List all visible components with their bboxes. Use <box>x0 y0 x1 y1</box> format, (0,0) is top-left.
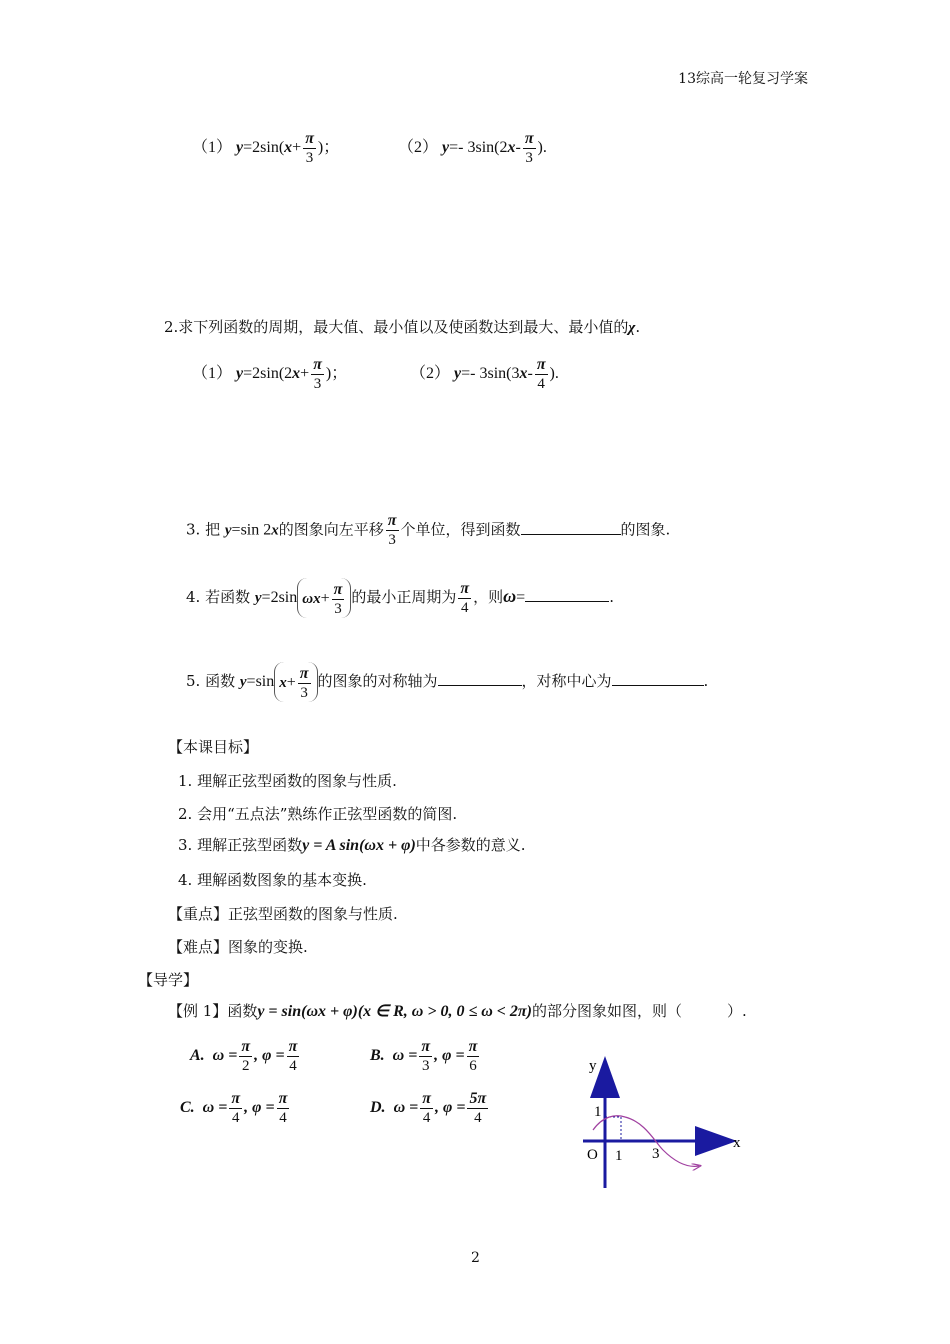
fraction: $\frac{\pi}{3}$ <box>387 512 397 548</box>
fraction: $\frac{\pi}{3}$ <box>524 130 534 166</box>
fraction: $\frac{\pi}{4}$ <box>460 579 470 616</box>
fraction: $\frac{\pi}{3}$ <box>299 664 309 701</box>
q1-part-2: （2） y=- 3sin(2x- $\frac{\pi}{3}$ ). <box>398 130 547 166</box>
option-c[interactable]: C. ω = $\frac{\pi}{4}$ , φ = $\frac{\pi}{4}$ <box>180 1090 288 1126</box>
question-3: 3. 把 y=sin 2x的图象向左平移 $\frac{\pi}{3}$ 个单位，得到函数 的图象. <box>186 512 671 548</box>
q2-part-1: （1） y=2sin(2x+ $\frac{\pi}{3}$ )； <box>192 356 348 392</box>
fraction: $\frac{\pi}{4}$ <box>288 1038 298 1074</box>
header-title: 13综高一轮复习学案 <box>678 71 808 87</box>
fraction: $\frac{5\pi}{4}$ <box>469 1090 487 1126</box>
answer-blank[interactable] <box>612 671 704 686</box>
tick-label-y-1: 1 <box>594 1104 602 1120</box>
origin-label: O <box>587 1147 598 1163</box>
difficult-point: 【难点】图象的变换. <box>168 938 308 956</box>
fraction: $\frac{\pi}{3}$ <box>421 1038 431 1074</box>
answer-blank[interactable] <box>525 587 609 602</box>
key-point: 【重点】正弦型函数的图象与性质. <box>168 905 398 923</box>
goal-3: 3. 理解正弦型函数y = A sin(ωx + φ)中各参数的意义. <box>178 836 526 854</box>
fraction: $\frac{\pi}{2}$ <box>241 1038 251 1074</box>
fraction: $\frac{\pi}{3}$ <box>313 356 322 392</box>
fraction: $\frac{\pi}{6}$ <box>468 1038 478 1074</box>
goals-title: 【本课目标】 <box>168 738 259 756</box>
q2-part-2: （2） y=- 3sin(3x- $\frac{\pi}{4}$ ). <box>410 356 559 392</box>
tick-label-x-1: 1 <box>615 1148 623 1164</box>
question-2: 2.求下列函数的周期，最大值、最小值以及使函数达到最大、最小值的χ. <box>164 318 641 336</box>
fraction: $\frac{\pi}{4}$ <box>278 1090 288 1126</box>
answer-blank[interactable] <box>438 671 522 686</box>
goal-1: 1. 理解正弦型函数的图象与性质. <box>178 772 397 790</box>
parenthesis-group: ωx+ $\frac{\pi}{3}$ <box>297 578 351 618</box>
guide-title: 【导学】 <box>138 971 199 989</box>
fraction: $\frac{\pi}{4}$ <box>536 356 546 392</box>
fraction: $\frac{\pi}{3}$ <box>305 130 314 166</box>
fraction: $\frac{\pi}{4}$ <box>231 1090 241 1126</box>
option-a[interactable]: A. ω = $\frac{\pi}{2}$ , φ = $\frac{\pi}{4}$ <box>190 1038 298 1074</box>
option-d[interactable]: D. ω = $\frac{\pi}{4}$ , φ = $\frac{5\pi}{4}$ <box>370 1090 487 1126</box>
example-1: 【例 1】函数y = sin(ωx + φ)(x ∈ R, ω > 0, 0 ≤ ω < 2π)的部分图象如图，则（ ）. <box>168 1002 747 1020</box>
tick-label-x-3: 3 <box>652 1146 660 1162</box>
option-b[interactable]: B. ω = $\frac{\pi}{3}$ , φ = $\frac{\pi}{6}$ <box>370 1038 478 1074</box>
fraction: $\frac{\pi}{4}$ <box>422 1090 431 1126</box>
question-5: 5. 函数 y=sin x+ $\frac{\pi}{3}$ 的图象的对称轴为 ，对称中心为 . <box>186 662 708 702</box>
q1-part-1: （1） y=2sin(x+ $\frac{\pi}{3}$ )； <box>192 130 340 166</box>
goal-4: 4. 理解函数图象的基本变换. <box>178 871 367 889</box>
goal-2: 2. 会用“五点法”熟练作正弦型函数的简图. <box>178 805 458 823</box>
x-axis-label: x <box>733 1135 741 1151</box>
fraction: $\frac{\pi}{3}$ <box>333 580 343 617</box>
page-number: 2 <box>471 1250 480 1266</box>
y-axis-label: y <box>589 1058 597 1074</box>
parenthesis-group: x+ $\frac{\pi}{3}$ <box>274 662 317 702</box>
function-graph <box>575 1050 750 1195</box>
answer-blank[interactable] <box>521 520 621 535</box>
question-4: 4. 若函数 y=2sin ωx+ $\frac{\pi}{3}$ 的最小正周期为 $\frac{\pi}{4}$ ，则ω= . <box>186 579 614 617</box>
